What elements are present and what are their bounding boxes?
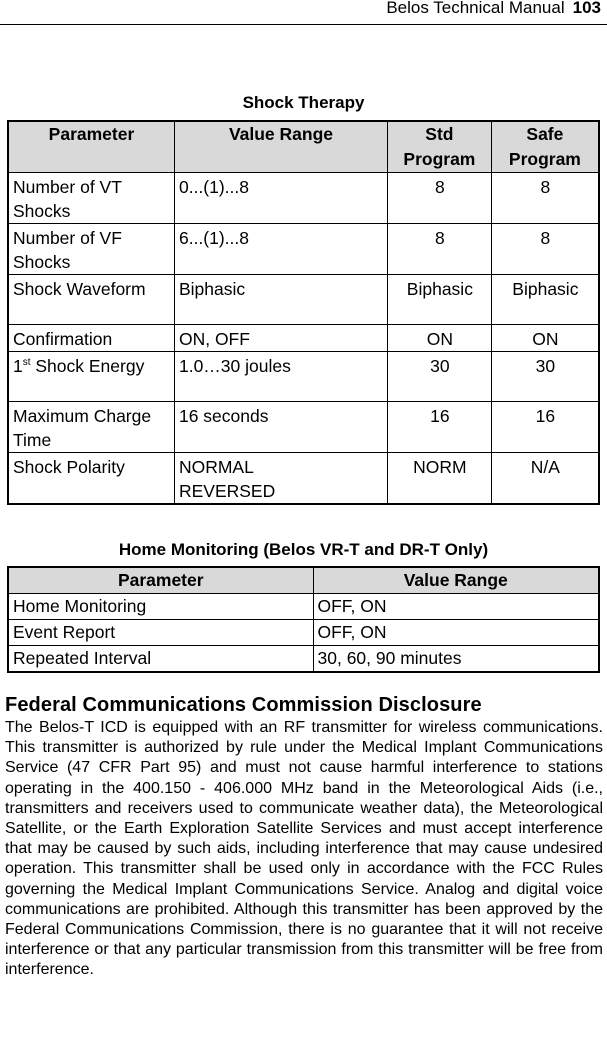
home-monitoring-table bbox=[7, 566, 600, 673]
shock-therapy-table bbox=[7, 120, 600, 505]
manual-title: Belos Technical Manual bbox=[386, 0, 565, 17]
col-header-parameter: Parameter bbox=[8, 121, 174, 173]
cell-safe: Biphasic bbox=[491, 275, 599, 325]
cell-value-range: 1.0…30 joules bbox=[174, 352, 387, 402]
table-row bbox=[8, 173, 599, 224]
cell-parameter: Home Monitoring bbox=[8, 594, 313, 620]
cell-safe: 30 bbox=[491, 352, 599, 402]
cell-parameter: Number of VT Shocks bbox=[8, 173, 174, 224]
cell-value-range: 0...(1)...8 bbox=[174, 173, 387, 224]
cell-parameter: Repeated Interval bbox=[8, 646, 313, 673]
cell-std: 16 bbox=[388, 402, 492, 453]
fcc-disclosure-body: The Belos-T ICD is equipped with an RF transmitter for wireless communications. This transmitter is authorized by rule under the Medical Implant Communications Service (47 CFR Part 95) and must not cause harmful interference to stations operating in the 400.150 - 406.000 MHz band in the Meteorological Aids (i.e., transmitters and receivers used to communicate weather data), the Meteorological Satellite, or the Earth Exploration Satellite Services and must accept interference that may be caused by such aids, including interference that may cause undesired operation. This transmitter shall be used only in accordance with the FCC Rules governing the Medical Implant Communications Service. Analog and digital voice communications are prohibited. Although this transmitter has been approved by the Federal Communications Commission, there is no guarantee that it will not receive interference or that any particular transmission from this transmitter will be free from interference. bbox=[5, 719, 603, 979]
cell-std: 8 bbox=[388, 224, 492, 275]
table-row bbox=[8, 224, 599, 275]
cell-safe: ON bbox=[491, 325, 599, 352]
cell-parameter: Event Report bbox=[8, 620, 313, 646]
cell-parameter: Shock Waveform bbox=[8, 275, 174, 325]
cell-parameter: Confirmation bbox=[8, 325, 174, 352]
col-header-value-range: Value Range bbox=[313, 567, 599, 594]
cell-std: 8 bbox=[388, 173, 492, 224]
cell-std: Biphasic bbox=[388, 275, 492, 325]
cell-safe: N/A bbox=[491, 453, 599, 505]
cell-safe: 8 bbox=[491, 173, 599, 224]
header-text bbox=[386, 0, 601, 18]
cell-parameter: Maximum Charge Time bbox=[8, 402, 174, 453]
cell-value-range: OFF, ON bbox=[313, 620, 599, 646]
shock-therapy-caption: Shock Therapy bbox=[242, 93, 365, 112]
ordinal-suffix: st bbox=[22, 357, 31, 368]
cell-std: NORM bbox=[388, 453, 492, 505]
col-header-parameter: Parameter bbox=[8, 567, 313, 594]
value-line: REVERSED bbox=[178, 481, 276, 501]
table-row bbox=[8, 646, 599, 673]
page-header bbox=[0, 0, 607, 25]
cell-value-range: OFF, ON bbox=[313, 594, 599, 620]
cell-value-range: Biphasic bbox=[174, 275, 387, 325]
cell-safe: 8 bbox=[491, 224, 599, 275]
table-header-row bbox=[8, 121, 599, 173]
cell-value-range bbox=[174, 453, 387, 505]
table-header-row bbox=[8, 567, 599, 594]
home-monitoring-caption: Home Monitoring (Belos VR-T and DR-T Only) bbox=[118, 540, 489, 559]
fcc-disclosure-title: Federal Communications Commission Disclosure bbox=[5, 694, 482, 716]
cell-std: ON bbox=[388, 325, 492, 352]
cell-value-range: 6...(1)...8 bbox=[174, 224, 387, 275]
cell-parameter: Number of VF Shocks bbox=[8, 224, 174, 275]
cell-safe: 16 bbox=[491, 402, 599, 453]
table-row bbox=[8, 275, 599, 325]
ordinal-number: 1 bbox=[13, 356, 23, 376]
col-header-safe-program: Safe Program bbox=[491, 121, 599, 173]
parameter-text: Shock Energy bbox=[30, 356, 145, 376]
cell-value-range: ON, OFF bbox=[174, 325, 387, 352]
table-row bbox=[8, 402, 599, 453]
table-row bbox=[8, 453, 599, 505]
table-row bbox=[8, 352, 599, 402]
page-number: 103 bbox=[572, 0, 601, 17]
cell-value-range: 30, 60, 90 minutes bbox=[313, 646, 599, 673]
table-row bbox=[8, 325, 599, 352]
cell-parameter bbox=[8, 352, 174, 402]
value-line: NORMAL bbox=[178, 457, 254, 477]
table-row bbox=[8, 594, 599, 620]
cell-value-range: 16 seconds bbox=[174, 402, 387, 453]
cell-parameter: Shock Polarity bbox=[8, 453, 174, 505]
table-row bbox=[8, 620, 599, 646]
col-header-std-program: Std Program bbox=[388, 121, 492, 173]
col-header-value-range: Value Range bbox=[174, 121, 387, 173]
cell-std: 30 bbox=[388, 352, 492, 402]
